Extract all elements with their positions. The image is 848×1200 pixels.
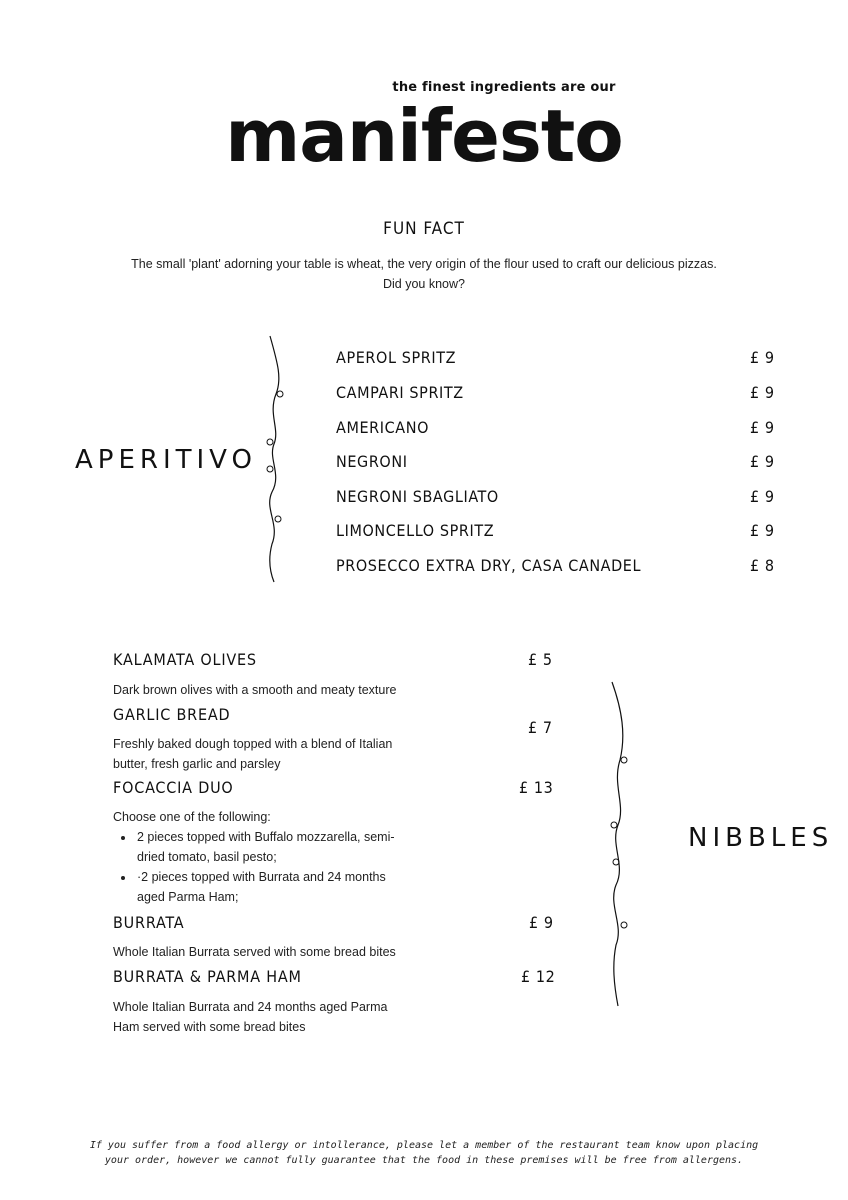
drink-price: £ 9 [750,418,775,437]
allergy-notice-line-2: your order, however we cannot fully guarantee that the food in these premises will be free from allergens. [104,1155,744,1166]
dish-description-line: Ham served with some bread bites [113,1020,306,1034]
dish-description [113,807,413,907]
dish-price: £ 12 [521,967,556,986]
dish-description: Dark brown olives with a smooth and meaty texture [113,683,397,697]
allergy-notice [0,1138,848,1168]
drink-name: CAMPARI SPRITZ [336,383,464,402]
dish-name: BURRATA & PARMA HAM [113,967,302,986]
dish-description-line: butter, fresh garlic and parsley [113,757,281,771]
drink-name: LIMONCELLO SPRITZ [336,521,495,540]
dish-options-intro: Choose one of the following: [113,810,271,824]
drink-price: £ 9 [750,383,775,402]
dish-description [113,997,423,1037]
fun-fact-text [0,254,848,294]
dish-description [113,734,423,774]
fun-fact-line-2: Did you know? [383,277,465,291]
dish-description: Whole Italian Burrata served with some bread bites [113,945,396,959]
drink-price: £ 9 [750,452,775,471]
dish-option: • 2 pieces topped with Buffalo mozzarella, semi-dried tomato, basil pesto; [135,827,413,867]
dish-name: KALAMATA OLIVES [113,650,257,669]
dish-name: BURRATA [113,913,185,932]
dish-description-line: Freshly baked dough topped with a blend of Italian [113,737,393,751]
vine-divider-nibbles-icon [600,680,634,1008]
aperitivo-title: APERITIVO [75,445,257,475]
dish-price: £ 9 [529,913,554,932]
dish-price: £ 13 [519,778,554,797]
drink-name: NEGRONI [336,452,408,471]
dish-price: £ 5 [528,650,553,669]
drink-name: PROSECCO EXTRA DRY, CASA CANADEL [336,556,642,575]
dish-price: £ 7 [528,718,553,737]
tagline: the finest ingredients are our [392,80,616,95]
dish-name: GARLIC BREAD [113,705,231,724]
drink-name: AMERICANO [336,418,429,437]
nibbles-title: NIBBLES [688,823,834,853]
vine-divider-aperitivo-icon [258,334,288,584]
dish-option: • ·2 pieces topped with Burrata and 24 months aged Parma Ham; [135,867,413,907]
dish-name: FOCACCIA DUO [113,778,234,797]
drink-price: £ 8 [750,556,775,575]
dish-description-line: Whole Italian Burrata and 24 months aged Parma [113,1000,388,1014]
fun-fact-line-1: The small 'plant' adorning your table is wheat, the very origin of the flour used to craft our delicious pizzas. [131,257,717,271]
fun-fact-title: FUN FACT [383,219,465,239]
manifesto-logo: manifesto [225,94,623,178]
allergy-notice-line-1: If you suffer from a food allergy or intollerance, please let a member of the restaurant team know upon placing [89,1140,759,1151]
dish-options-list [113,827,413,907]
drink-name: NEGRONI SBAGLIATO [336,487,499,506]
drink-price: £ 9 [750,487,775,506]
drink-price: £ 9 [750,521,775,540]
drink-name: APEROL SPRITZ [336,348,457,367]
drink-price: £ 9 [750,348,775,367]
